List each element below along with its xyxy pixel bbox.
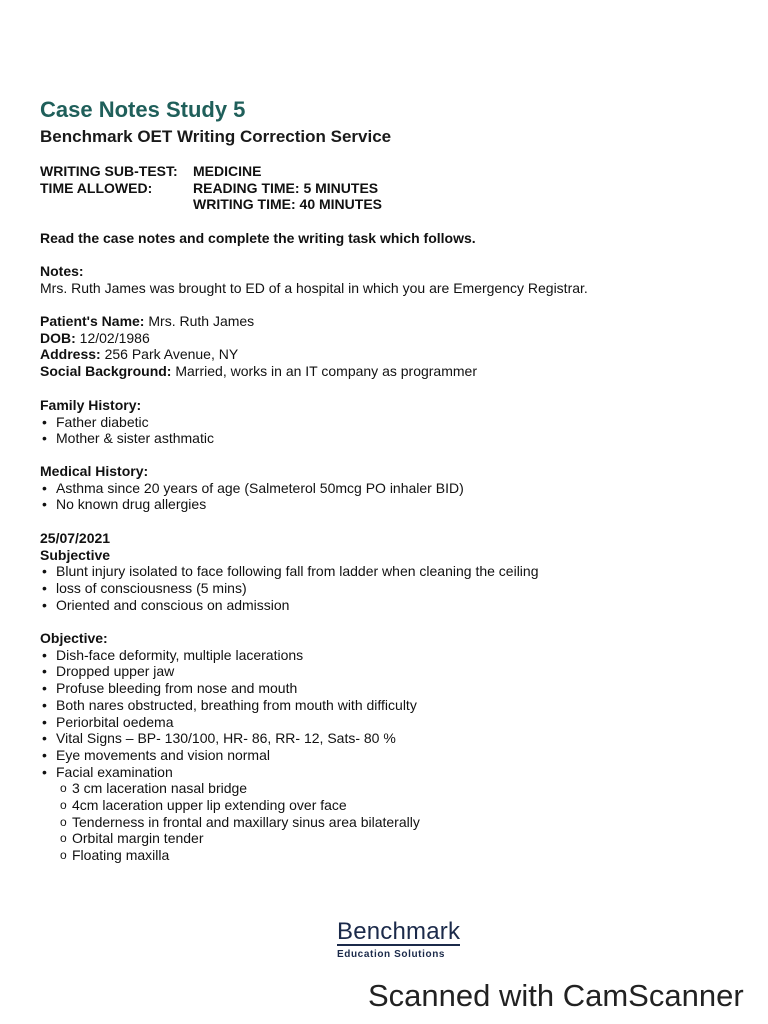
patient-details [40, 313, 477, 380]
social-background-label: Social Background: [40, 363, 172, 380]
sub-list-item: o 3 cm laceration nasal bridge [40, 780, 420, 797]
visit-date: 25/07/2021 [40, 530, 111, 546]
dob-row [40, 330, 477, 347]
subtest-label: WRITING SUB-TEST: [40, 163, 178, 179]
dob-value: 12/02/1986 [79, 329, 150, 346]
social-background-row [40, 363, 477, 380]
subjective-heading: Subjective [40, 546, 111, 563]
dob-label: DOB: [40, 329, 76, 346]
sub-list-item: o 4cm laceration upper lip extending over face [40, 797, 420, 814]
logo-name: Benchmark [337, 918, 461, 945]
address-value: 256 Park Avenue, NY [104, 346, 239, 363]
logo-tagline: Education Solutions [337, 949, 446, 960]
address-label: Address: [40, 346, 101, 363]
subjective-section [40, 530, 539, 614]
patient-name-row [40, 313, 477, 330]
medical-history-heading: Medical History: [40, 463, 149, 479]
page-title: Case Notes Study 5 [40, 97, 246, 122]
vital-signs-item: • Vital Signs – BP- 130/100, HR- 86, RR- 12, Sats- 80 % [40, 730, 420, 747]
benchmark-logo [337, 920, 467, 960]
sub-list-item: o Floating maxilla [40, 847, 420, 864]
address-row [40, 346, 477, 363]
notes-section [40, 263, 588, 296]
reading-time: READING TIME: 5 MINUTES [193, 179, 379, 196]
time-allowed-label: TIME ALLOWED: [40, 179, 153, 196]
list-item: • Blunt injury isolated to face following fall from ladder when cleaning the ceiling [40, 563, 539, 580]
list-item: • Eye movements and vision normal [40, 747, 420, 764]
sub-list-item: o Tenderness in frontal and maxillary sinus area bilaterally [40, 814, 420, 831]
list-item: • Profuse bleeding from nose and mouth [40, 680, 420, 697]
patient-name: Mrs. Ruth James [148, 313, 255, 329]
list-item: • Mother & sister asthmatic [40, 430, 214, 447]
family-history-section [40, 397, 214, 447]
writing-time: WRITING TIME: 40 MINUTES [193, 196, 382, 213]
list-item: • Dropped upper jaw [40, 663, 420, 680]
sub-list-item: o Orbital margin tender [40, 830, 420, 847]
subtest-value: MEDICINE [193, 163, 262, 179]
medical-history-section [40, 463, 464, 513]
facial-examination-item: • Facial examination [40, 764, 420, 781]
test-info [40, 163, 382, 213]
notes-heading: Notes: [40, 263, 84, 279]
list-item: • Oriented and conscious on admission [40, 597, 539, 614]
notes-text: Mrs. Ruth James was brought to ED of a hospital in which you are Emergency Registrar. [40, 279, 588, 296]
objective-section [40, 630, 420, 864]
camscanner-watermark: Scanned with CamScanner [368, 978, 744, 1013]
patient-name-label: Patient's Name: [40, 313, 145, 329]
list-item: • Father diabetic [40, 414, 214, 431]
objective-heading: Objective: [40, 630, 108, 646]
list-item: • loss of consciousness (5 mins) [40, 580, 539, 597]
page-subtitle: Benchmark OET Writing Correction Service [40, 127, 392, 146]
list-item: • Both nares obstructed, breathing from mouth with difficulty [40, 697, 420, 714]
list-item: • Asthma since 20 years of age (Salmeterol 50mcg PO inhaler BID) [40, 480, 464, 497]
task-instruction: Read the case notes and complete the writing task which follows. [40, 230, 476, 246]
social-background-value: Married, works in an IT company as programmer [175, 363, 477, 380]
list-item: • Periorbital oedema [40, 714, 420, 731]
family-history-heading: Family History: [40, 397, 142, 413]
list-item: • No known drug allergies [40, 496, 464, 513]
list-item: • Dish-face deformity, multiple lacerations [40, 647, 420, 664]
